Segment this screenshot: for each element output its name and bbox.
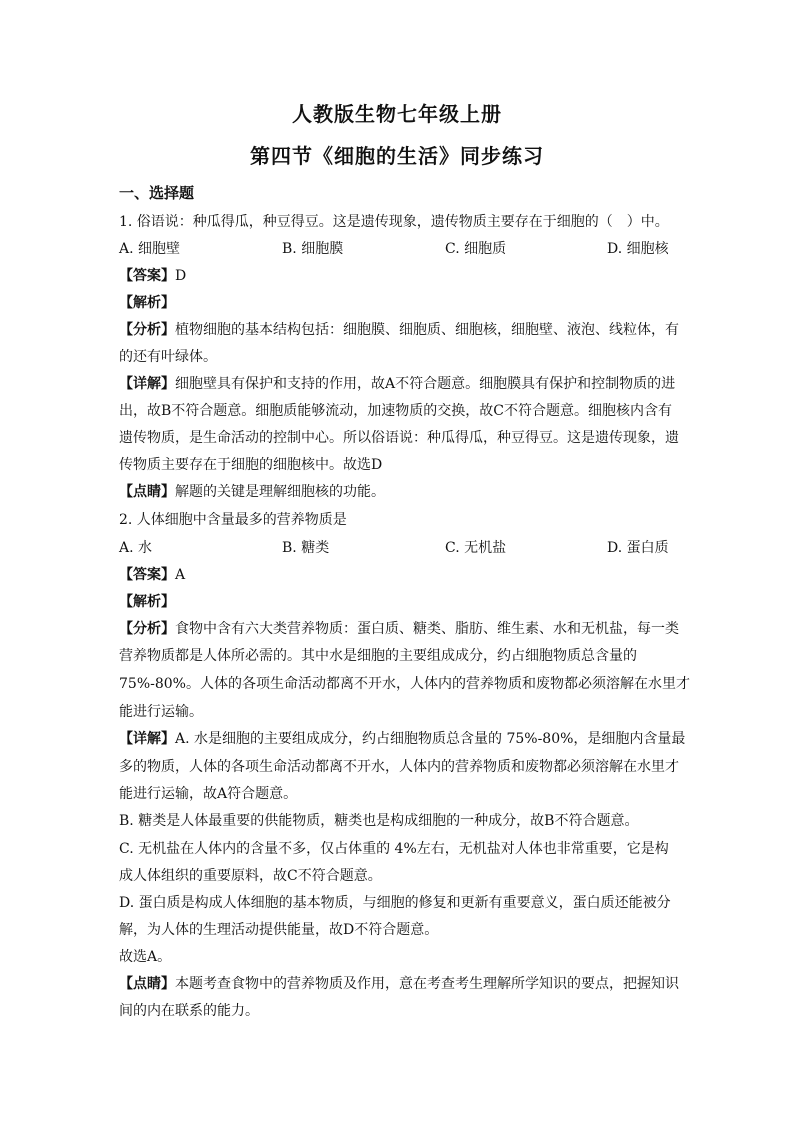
q2-option-b: B. 糖类 [282, 540, 330, 556]
fenxi-text: 植物细胞的基本结构包括：细胞膜、细胞质、细胞核，细胞壁、液泡、线粒体，有 [175, 322, 679, 338]
dianjing-text: 本题考查食物中的营养物质及作用，意在考查考生理解所学知识的要点，把握知识 [175, 976, 679, 992]
q2-xiangjie-a-line-2: 多的物质，人体的各项生命活动都离不开水，人体内的营养物质和废物都必须溶解在水里才 [119, 759, 679, 775]
fenxi-tag: 【分析】 [119, 322, 175, 338]
q2-xiangjie-line [119, 728, 686, 748]
q2-fenxi-line-4: 能进行运输。 [119, 704, 203, 720]
q1-xiangjie-line-3: 遗传物质，是生命活动的控制中心。所以俗语说：种瓜得瓜，种豆得豆。这是遗传现象，遗 [119, 430, 679, 446]
document-title: 人教版生物七年级上册 [292, 102, 502, 126]
xiangjie-tag: 【详解】 [119, 731, 175, 747]
question-1-stem: 1. 俗语说：种瓜得瓜，种豆得豆。这是遗传现象，遗传物质主要存在于细胞的（ ）中。 [119, 214, 669, 230]
q2-answer [119, 564, 675, 584]
q1-xiangjie-line-4: 传物质主要存在于细胞的细胞核中。故选D [119, 457, 383, 473]
q2-analysis-heading: 【解析】 [119, 594, 175, 610]
q2-xiangjie-a-line-3: 能进行运输，故A符合题意。 [119, 786, 298, 802]
q1-analysis-heading: 【解析】 [119, 295, 175, 311]
dianjing-tag: 【点睛】 [119, 976, 175, 992]
xiangjie-text: 细胞壁具有保护和支持的作用，故A不符合题意。细胞膜具有保护和控制物质的进 [175, 376, 676, 392]
question-2-stem: 2. 人体细胞中含量最多的营养物质是 [119, 512, 347, 528]
q1-option-b: B. 细胞膜 [282, 241, 344, 257]
q1-option-d: D. 细胞核 [607, 241, 669, 257]
q2-option-d: D. 蛋白质 [607, 540, 669, 556]
q1-answer [119, 265, 675, 285]
q2-option-c: C. 无机盐 [445, 540, 507, 556]
q2-xiangjie-c-line-2: 成人体组织的重要原料，故C不符合题意。 [119, 868, 382, 884]
q1-xiangjie-line-2: 出，故B不符合题意。细胞质能够流动，加速物质的交换，故C不符合题意。细胞核内含有 [119, 403, 672, 419]
answer-tag: 【答案】 [119, 567, 175, 583]
q2-xiangjie-d-line-2: 解，为人体的生理活动提供能量，故D不符合题意。 [119, 922, 439, 938]
xiangjie-text: A. 水是细胞的主要组成成分，约占细胞物质总含量的 75%-80%，是细胞内含量最 [175, 731, 686, 747]
q1-option-c: C. 细胞质 [445, 241, 507, 257]
answer-value: D [175, 268, 187, 284]
q2-fenxi-line-2: 营养物质都是人体所必需的。其中水是细胞的主要组成成分，约占细胞物质总含量的 [119, 648, 637, 664]
q2-conclusion: 故选A。 [119, 949, 172, 965]
q1-fenxi-line [119, 319, 679, 339]
fenxi-tag: 【分析】 [119, 621, 175, 637]
q2-xiangjie-b-line: B. 糖类是人体最重要的供能物质，糖类也是构成细胞的一种成分，故B不符合题意。 [119, 813, 639, 829]
q1-xiangjie-line [119, 373, 675, 393]
section-heading: 一、选择题 [119, 184, 195, 202]
q1-option-a: A. 细胞壁 [119, 241, 181, 257]
document-subtitle: 第四节《细胞的生活》同步练习 [250, 144, 544, 168]
q2-xiangjie-d-line: D. 蛋白质是构成人体细胞的基本物质，与细胞的修复和更新有重要意义，蛋白质还能被分 [119, 895, 671, 911]
q2-fenxi-line-3: 75%-80%。人体的各项生命活动都离不开水，人体内的营养物质和废物都必须溶解在水里才 [119, 676, 690, 692]
q1-dianjing-line [119, 481, 675, 501]
q2-fenxi-line [119, 618, 679, 638]
q2-xiangjie-c-line: C. 无机盐在人体内的含量不多，仅占体重的 4%左右，无机盐对人体也非常重要，它是构 [119, 841, 669, 857]
q2-dianjing-line-2: 间的内在联系的能力。 [119, 1003, 259, 1019]
fenxi-text: 食物中含有六大类营养物质：蛋白质、糖类、脂肪、维生素、水和无机盐，每一类 [175, 621, 679, 637]
dianjing-text: 解题的关键是理解细胞核的功能。 [175, 484, 385, 500]
q1-fenxi-line-2: 的还有叶绿体。 [119, 349, 217, 365]
q2-dianjing-line [119, 973, 679, 993]
xiangjie-tag: 【详解】 [119, 376, 175, 392]
dianjing-tag: 【点睛】 [119, 484, 175, 500]
answer-tag: 【答案】 [119, 268, 175, 284]
q2-option-a: A. 水 [119, 540, 153, 556]
answer-value: A [175, 567, 186, 583]
